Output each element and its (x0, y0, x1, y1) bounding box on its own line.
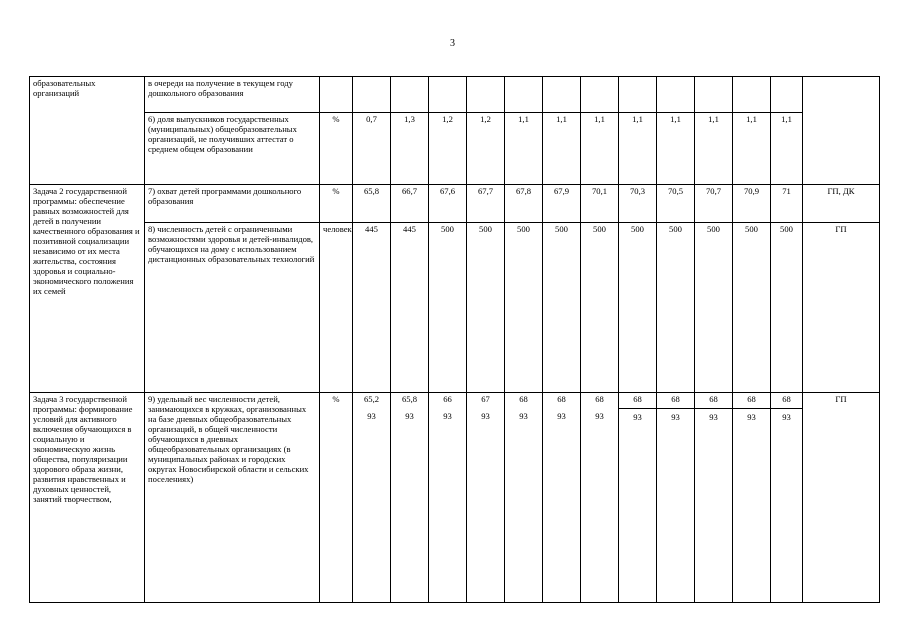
value-cell: 1,1 (619, 113, 657, 185)
value-cell: 68 93 (581, 393, 619, 603)
value-cell: 70,1 (581, 185, 619, 223)
value-cell: 70,3 (619, 185, 657, 223)
value-cell: 445 (391, 223, 429, 393)
table-row (30, 223, 880, 393)
value-cell: 1,1 (581, 113, 619, 185)
value-cell: 67,6 (429, 185, 467, 223)
value-cell: 1,1 (505, 113, 543, 185)
unit-cell: % (320, 113, 353, 185)
value-cell (771, 77, 803, 113)
value-cell: 500 (543, 223, 581, 393)
value-cell: 500 (733, 223, 771, 393)
value-cell: 500 (619, 223, 657, 393)
value-cell: 67,9 (543, 185, 581, 223)
value-cell: 1,2 (467, 113, 505, 185)
table-row (30, 113, 880, 185)
value-cell: 67,8 (505, 185, 543, 223)
responsible-cell (803, 77, 880, 185)
value-cell: 65,8 (353, 185, 391, 223)
value-cell: 1,1 (771, 113, 803, 185)
unit-cell: % (320, 185, 353, 223)
value-cell: 1,1 (543, 113, 581, 185)
value-cell: 1,1 (733, 113, 771, 185)
value-cell: 68 93 (771, 393, 803, 603)
value-cell: 68 93 (695, 393, 733, 603)
value-cell: 500 (657, 223, 695, 393)
table-row (30, 185, 880, 223)
responsible-cell: ГП (803, 393, 880, 603)
value-cell: 500 (467, 223, 505, 393)
value-cell: 500 (581, 223, 619, 393)
value-cell: 1,2 (429, 113, 467, 185)
value-cell: 70,5 (657, 185, 695, 223)
value-cell (391, 77, 429, 113)
value-cell: 445 (353, 223, 391, 393)
table-row (30, 393, 880, 603)
value-cell: 68 93 (733, 393, 771, 603)
responsible-cell: ГП (803, 223, 880, 393)
value-cell: 68 93 (657, 393, 695, 603)
value-cell: 68 93 (543, 393, 581, 603)
value-cell: 70,9 (733, 185, 771, 223)
indicator-cell: в очереди на получение в текущем году дошкольного образования (145, 77, 320, 113)
responsible-cell: ГП, ДК (803, 185, 880, 223)
value-cell: 1,1 (657, 113, 695, 185)
value-cell: 500 (695, 223, 733, 393)
value-cell: 67,7 (467, 185, 505, 223)
value-cell: 0,7 (353, 113, 391, 185)
task-cell: Задача 3 государственной программы: формирование условий для активного включения обучающихся в социальную и экономическую жизнь общества, популяризации здорового образа жизни, развития нравственных и духовных ценностей, занятий творчеством, (30, 393, 145, 603)
value-cell (353, 77, 391, 113)
indicator-cell: 9) удельный вес численности детей, занимающихся в кружках, организованных на базе дневных общеобразовательных организаций, в общей численности обучающихся в дневных общеобразовательных организациях (в муниципальных районах и городских округах Новосибирской области и сельских поселениях) (145, 393, 320, 603)
indicators-table (29, 76, 880, 603)
unit-cell (320, 77, 353, 113)
value-cell (505, 77, 543, 113)
value-cell: 500 (505, 223, 543, 393)
indicator-cell: 7) охват детей программами дошкольного образования (145, 185, 320, 223)
value-cell (429, 77, 467, 113)
value-cell (581, 77, 619, 113)
indicator-cell: 6) доля выпускников государственных (муниципальных) общеобразовательных организаций, не получивших аттестат о среднем общем образовании (145, 113, 320, 185)
value-cell (467, 77, 505, 113)
page-number: 3 (450, 38, 455, 49)
unit-cell: % (320, 393, 353, 603)
task-cell: Задача 2 государственной программы: обеспечение равных возможностей для детей в получении качественного образования и позитивной социализации независимо от их места жительства, состояния здоровья и социально-экономического положения их семей (30, 185, 145, 393)
value-cell: 500 (771, 223, 803, 393)
value-cell (619, 77, 657, 113)
value-cell (657, 77, 695, 113)
value-cell: 65,2 93 (353, 393, 391, 603)
value-cell: 68 93 (619, 393, 657, 603)
value-cell: 1,1 (695, 113, 733, 185)
value-cell: 66,7 (391, 185, 429, 223)
task-cell: образовательных организаций (30, 77, 145, 185)
value-cell (695, 77, 733, 113)
value-cell: 71 (771, 185, 803, 223)
value-cell: 70,7 (695, 185, 733, 223)
value-cell: 500 (429, 223, 467, 393)
value-cell (733, 77, 771, 113)
value-cell (543, 77, 581, 113)
table-row (30, 77, 880, 113)
value-cell: 65,8 93 (391, 393, 429, 603)
value-cell: 67 93 (467, 393, 505, 603)
value-cell: 1,3 (391, 113, 429, 185)
value-cell: 66 93 (429, 393, 467, 603)
unit-cell: человек (320, 223, 353, 393)
value-cell: 68 93 (505, 393, 543, 603)
indicator-cell: 8) численность детей с ограниченными возможностями здоровья и детей-инвалидов, обучающихся на дому с использованием дистанционных образовательных технологий (145, 223, 320, 393)
